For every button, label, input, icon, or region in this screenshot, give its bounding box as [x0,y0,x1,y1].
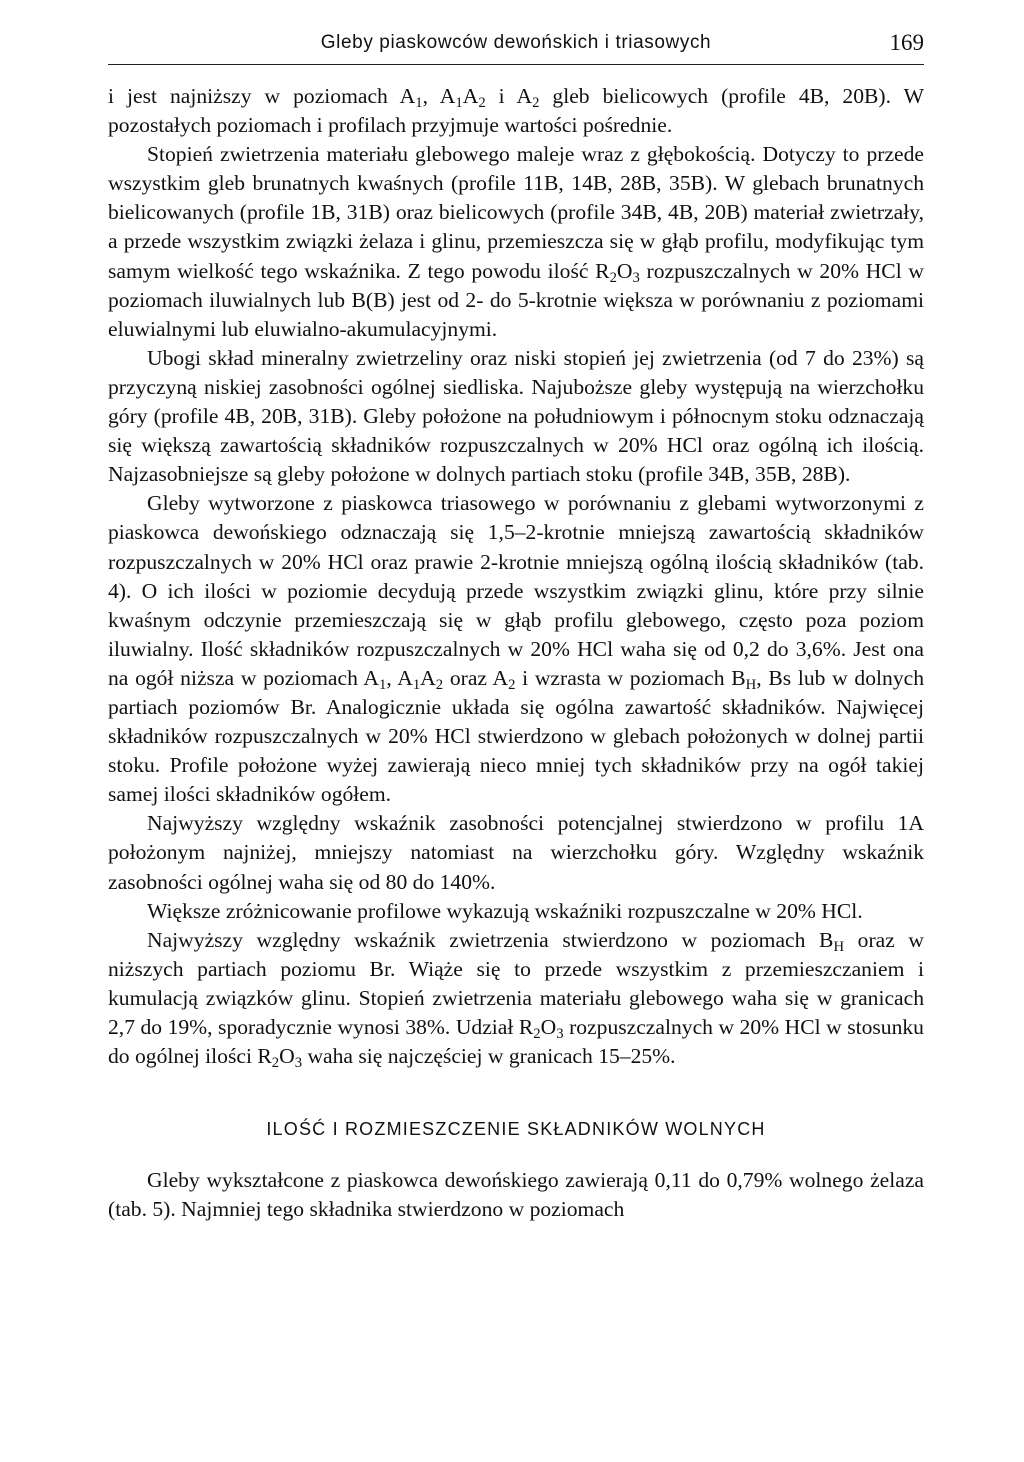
text-run: , A [386,665,413,690]
text-run: O [540,1015,557,1039]
subscript: H [745,676,757,693]
subscript: 2 [271,1055,280,1072]
subscript: 2 [609,269,617,286]
paragraph-6 [108,897,924,926]
subscript: 2 [478,95,486,112]
text-run: , A [422,84,456,108]
text-run: Gleby wykształcone z piaskowca dewońskiego zawierają 0,11 do 0,79% wolnego żelaza (tab. 5). Najmniej tego składnika stwierdzono w poziomach [108,1168,924,1222]
paragraph-4 [108,489,924,809]
paragraph-5 [108,809,924,896]
text-run: waha się najczęściej w granicach 15–25%. [302,1044,676,1069]
text-run: Większe zróżnicowanie profilowe wykazują wskaźniki rozpuszczalne w 20% HCl. [147,898,863,923]
text-run: oraz A [443,665,509,690]
text-run: gleb bielicowych (profile 4B, 20B). W pozostałych poziomach i profilach przyjmuje wartości pośrednie. [108,84,924,138]
text-run: A [462,84,479,108]
text-run: i wzrasta w poziomach B [515,665,746,690]
text-run: Stopień zwietrzenia materiału glebowego maleje wraz z głębokością. Dotyczy to przede wszystkim gleb brunatnych kwaśnych (profile 11B, 14B, 28B, 35B). W glebach brunatnych bielicowanych (profile 1B, 31B) oraz bielicowych (profile 34B, 4B, 20B) materiał zwietrzały, a przede wszystkim związki żelaza i glinu, przemieszcza się w głąb profilu, modyfikując tym samym wielkość tego wskaźnika. Z tego powodu ilość R [108,142,924,283]
subscript: 1 [412,676,421,693]
subscript: H [833,938,845,955]
text-run: Ubogi skład mineralny zwietrzeliny oraz niski stopień jej zwietrzenia (od 7 do 23%) są przyczyną niskiej zasobności ogólnej siedliska. Najuboższe gleby występują na wierzchołku góry (profile 4B, 20B, 31B). Gleby położone na południowym i północnym stoku odznaczają się większą zawartością składników rozpuszczalnych w 20% HCl oraz ogólną ich ilością. Najzasobniejsze są gleby położone w dolnych partiach stoku (profile 34B, 35B, 28B). [108,345,924,487]
text-run: Najwyższy względny wskaźnik zwietrzenia stwierdzono w poziomach B [147,927,834,952]
text-run: rozpuszczalnych w 20% HCl w poziomach iluwialnych lub B(B) jest od 2- do 5-krotnie większa w porównaniu z poziomami eluwialnymi lub eluwialno-akumulacyjnymi. [108,258,924,341]
text-run: , Bs lub w dolnych partiach poziomów Br. Analogicznie układa się ogólna zawartość składników. Najwięcej składników rozpuszczalnych w 20% HCl stwierdzono w glebach położonych w dolnej partii stoku. Profile położone wyżej zawierają nieco mniej tych składników przy na ogół takiej samej ilości składników ogółem. [108,665,925,807]
page-number: 169 [889,30,924,55]
running-title: Gleby piaskowców dewońskich i triasowych [320,32,712,53]
paragraph-8 [108,1166,924,1224]
text-run: i jest najniższy w poziomach A [108,84,416,108]
subscript: 1 [415,95,423,112]
text-run: Gleby wytworzone z piaskowca triasowego w porównaniu z glebami wytworzonymi z piaskowca dewońskiego odznaczają się 1,5–2-krotnie mniejszą zawartością składników rozpuszczalnych w 20% HCl oraz prawie 2-krotnie mniejszą ogólną ilością składników (tab. 4). O ich ilości w poziomie decydują przede wszystkim związki glinu, które przy silnie kwaśnym odczynie przemieszczają się w głąb profilu glebowego, często poza poziom iluwialny. Ilość składników rozpuszczalnych w 20% HCl waha się od 0,2 do 3,6%. Jest ona na ogół niższa w poziomach A [108,491,924,690]
subscript: 1 [378,676,387,693]
subscript: 3 [294,1055,303,1072]
running-header [108,28,924,65]
body-text [108,82,924,1224]
paragraph-3 [108,344,924,489]
text-run: rozpuszczalnych w 20% HCl w stosunku do ogólnej ilości R [108,1015,924,1069]
subscript: 2 [508,676,516,693]
text-run: Najwyższy względny wskaźnik zasobności potencjalnej stwierdzono w profilu 1A położonym najniżej, mniejszy natomiast na wierzchołku góry. Względny wskaźnik zasobności ogólnej waha się od 80 do 140%. [108,811,924,894]
text-run: O [279,1044,295,1069]
paragraph-2 [108,140,924,344]
subscript: 2 [533,1026,541,1043]
subscript: 2 [435,676,444,693]
subscript: 1 [455,95,463,112]
paragraph-1 [108,82,924,140]
text-run: O [616,258,633,283]
subscript: 2 [532,95,540,112]
paragraph-7 [108,926,924,1071]
section-heading: ILOŚĆ I ROZMIESZCZENIE SKŁADNIKÓW WOLNYCH [266,1119,766,1140]
text-run: oraz w niższych partiach poziomu Br. Wiąże się to przede wszystkim z przemieszczaniem i kumulacją związków glinu. Stopień zwietrzenia materiału glebowego waha się w granicach 2,7 do 19%, sporadycznie wynosi 38%. Udział R [108,927,924,1039]
subscript: 3 [556,1026,564,1043]
text-run: i A [485,84,533,108]
text-run: A [420,665,436,690]
subscript: 3 [632,269,640,286]
